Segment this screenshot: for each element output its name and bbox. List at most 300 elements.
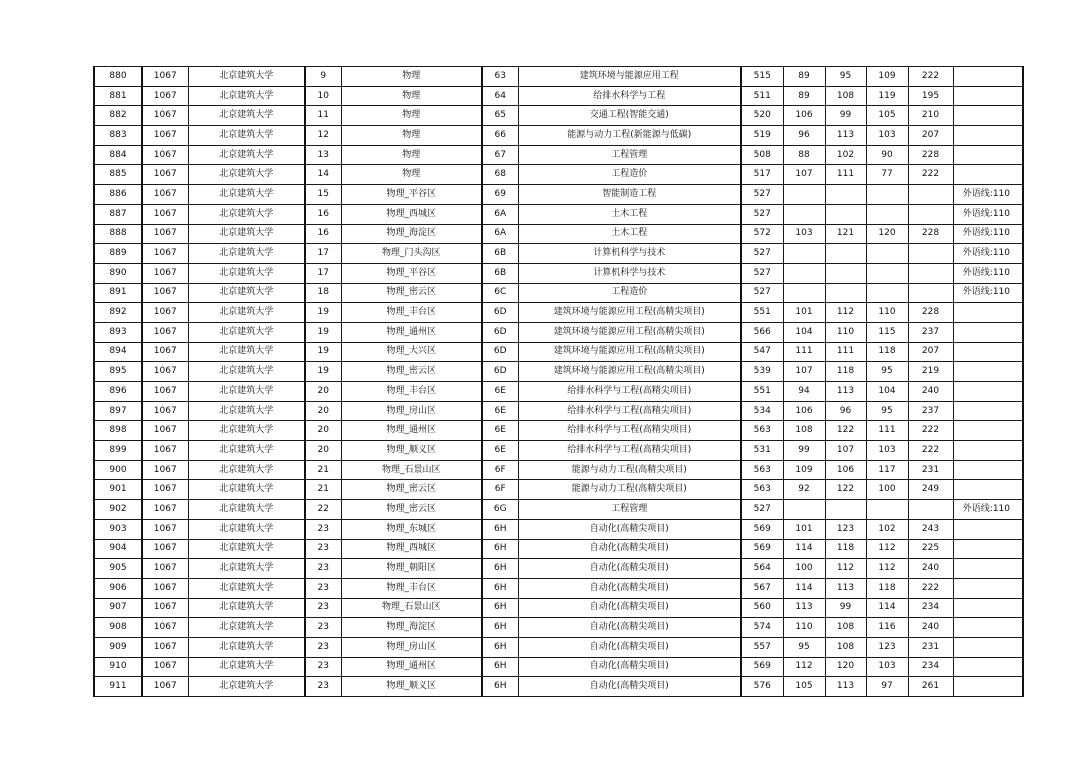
row-number-cell: 899 [94,441,142,461]
foreign-language-score-cell [866,263,908,283]
major-code-cell: 6D [482,303,518,323]
school-name-cell: 北京建筑大学 [188,677,305,697]
math-score-cell: 108 [825,618,866,638]
row-number-cell: 883 [94,126,142,146]
table-row [94,224,1023,244]
major-code-cell: 64 [482,86,518,106]
total-score-cell: 531 [741,441,783,461]
school-code-cell: 1067 [142,401,188,421]
math-score-cell: 107 [825,441,866,461]
total-score-cell: 551 [741,382,783,402]
group-number-cell: 23 [305,559,341,579]
school-code-cell: 1067 [142,657,188,677]
major-name-cell: 自动化(高精尖项目) [518,598,741,618]
foreign-language-score-cell: 120 [866,224,908,244]
group-number-cell: 20 [305,441,341,461]
major-name-cell: 自动化(高精尖项目) [518,578,741,598]
math-score-cell: 112 [825,559,866,579]
foreign-language-score-cell: 103 [866,126,908,146]
major-code-cell: 6A [482,204,518,224]
table-row [94,657,1023,677]
group-number-cell: 19 [305,362,341,382]
school-code-cell: 1067 [142,421,188,441]
table-row [94,67,1023,87]
math-score-cell: 95 [825,67,866,87]
school-code-cell: 1067 [142,263,188,283]
school-name-cell: 北京建筑大学 [188,185,305,205]
remark-cell [953,598,1023,618]
chinese-score-cell: 88 [783,145,825,165]
school-name-cell: 北京建筑大学 [188,460,305,480]
group-number-cell: 17 [305,244,341,264]
group-number-cell: 23 [305,539,341,559]
foreign-language-score-cell: 103 [866,441,908,461]
combined-subjects-score-cell: 222 [908,441,953,461]
total-score-cell: 576 [741,677,783,697]
school-code-cell: 1067 [142,480,188,500]
major-code-cell: 69 [482,185,518,205]
major-name-cell: 工程管理 [518,500,741,520]
combined-subjects-score-cell: 222 [908,421,953,441]
major-name-cell: 交通工程(智能交通) [518,106,741,126]
chinese-score-cell: 114 [783,539,825,559]
chinese-score-cell: 94 [783,382,825,402]
math-score-cell: 123 [825,519,866,539]
total-score-cell: 567 [741,578,783,598]
foreign-language-score-cell: 112 [866,559,908,579]
group-number-cell: 23 [305,618,341,638]
subject-requirement-cell: 物理_海淀区 [341,224,482,244]
foreign-language-score-cell: 114 [866,598,908,618]
table-row [94,283,1023,303]
chinese-score-cell: 109 [783,460,825,480]
foreign-language-score-cell [866,204,908,224]
subject-requirement-cell: 物理_石景山区 [341,598,482,618]
remark-cell [953,441,1023,461]
major-name-cell: 工程造价 [518,165,741,185]
chinese-score-cell: 114 [783,578,825,598]
major-code-cell: 6A [482,224,518,244]
subject-requirement-cell: 物理_东城区 [341,519,482,539]
row-number-cell: 892 [94,303,142,323]
major-name-cell: 土木工程 [518,224,741,244]
math-score-cell: 108 [825,86,866,106]
table-row [94,559,1023,579]
school-code-cell: 1067 [142,322,188,342]
school-name-cell: 北京建筑大学 [188,342,305,362]
total-score-cell: 566 [741,322,783,342]
combined-subjects-score-cell: 225 [908,539,953,559]
math-score-cell: 118 [825,362,866,382]
row-number-cell: 903 [94,519,142,539]
chinese-score-cell: 95 [783,637,825,657]
total-score-cell: 557 [741,637,783,657]
major-code-cell: 6H [482,539,518,559]
school-name-cell: 北京建筑大学 [188,145,305,165]
row-number-cell: 893 [94,322,142,342]
combined-subjects-score-cell: 231 [908,637,953,657]
row-number-cell: 891 [94,283,142,303]
chinese-score-cell: 105 [783,677,825,697]
group-number-cell: 19 [305,303,341,323]
school-code-cell: 1067 [142,86,188,106]
school-name-cell: 北京建筑大学 [188,539,305,559]
remark-cell [953,421,1023,441]
major-code-cell: 6H [482,677,518,697]
math-score-cell: 110 [825,322,866,342]
chinese-score-cell [783,283,825,303]
admission-scores-table [93,66,1024,697]
row-number-cell: 888 [94,224,142,244]
table-row [94,165,1023,185]
major-code-cell: 6H [482,618,518,638]
subject-requirement-cell: 物理 [341,106,482,126]
subject-requirement-cell: 物理_通州区 [341,421,482,441]
major-code-cell: 6E [482,421,518,441]
school-name-cell: 北京建筑大学 [188,421,305,441]
remark-cell [953,126,1023,146]
major-code-cell: 6H [482,657,518,677]
table-row [94,244,1023,264]
table-row [94,500,1023,520]
table-row [94,618,1023,638]
table-row [94,539,1023,559]
table-row [94,382,1023,402]
math-score-cell: 99 [825,106,866,126]
major-name-cell: 自动化(高精尖项目) [518,677,741,697]
subject-requirement-cell: 物理_平谷区 [341,263,482,283]
foreign-language-score-cell: 105 [866,106,908,126]
school-code-cell: 1067 [142,441,188,461]
major-name-cell: 自动化(高精尖项目) [518,618,741,638]
combined-subjects-score-cell: 237 [908,401,953,421]
major-code-cell: 6D [482,342,518,362]
school-name-cell: 北京建筑大学 [188,519,305,539]
total-score-cell: 520 [741,106,783,126]
school-name-cell: 北京建筑大学 [188,362,305,382]
row-number-cell: 885 [94,165,142,185]
group-number-cell: 13 [305,145,341,165]
total-score-cell: 563 [741,460,783,480]
major-code-cell: 63 [482,67,518,87]
foreign-language-score-cell: 102 [866,519,908,539]
combined-subjects-score-cell [908,185,953,205]
math-score-cell: 122 [825,480,866,500]
row-number-cell: 911 [94,677,142,697]
major-code-cell: 65 [482,106,518,126]
school-code-cell: 1067 [142,67,188,87]
subject-requirement-cell: 物理 [341,67,482,87]
combined-subjects-score-cell: 207 [908,126,953,146]
foreign-language-score-cell: 77 [866,165,908,185]
total-score-cell: 527 [741,263,783,283]
combined-subjects-score-cell: 234 [908,598,953,618]
combined-subjects-score-cell: 222 [908,578,953,598]
foreign-language-score-cell: 100 [866,480,908,500]
foreign-language-score-cell: 111 [866,421,908,441]
group-number-cell: 23 [305,598,341,618]
school-name-cell: 北京建筑大学 [188,86,305,106]
combined-subjects-score-cell: 228 [908,224,953,244]
remark-cell [953,539,1023,559]
major-code-cell: 6H [482,559,518,579]
school-code-cell: 1067 [142,106,188,126]
foreign-language-score-cell: 118 [866,578,908,598]
chinese-score-cell: 111 [783,342,825,362]
total-score-cell: 563 [741,421,783,441]
combined-subjects-score-cell: 222 [908,67,953,87]
chinese-score-cell: 113 [783,598,825,618]
combined-subjects-score-cell: 231 [908,460,953,480]
total-score-cell: 539 [741,362,783,382]
school-name-cell: 北京建筑大学 [188,441,305,461]
math-score-cell: 108 [825,637,866,657]
foreign-language-score-cell: 95 [866,401,908,421]
math-score-cell [825,263,866,283]
major-code-cell: 6H [482,578,518,598]
group-number-cell: 19 [305,322,341,342]
subject-requirement-cell: 物理_西城区 [341,204,482,224]
remark-cell [953,657,1023,677]
subject-requirement-cell: 物理_大兴区 [341,342,482,362]
group-number-cell: 23 [305,519,341,539]
math-score-cell: 120 [825,657,866,677]
remark-cell [953,86,1023,106]
combined-subjects-score-cell: 222 [908,165,953,185]
combined-subjects-score-cell: 219 [908,362,953,382]
math-score-cell: 113 [825,382,866,402]
total-score-cell: 569 [741,657,783,677]
major-code-cell: 6F [482,460,518,480]
row-number-cell: 902 [94,500,142,520]
foreign-language-score-cell [866,185,908,205]
school-code-cell: 1067 [142,362,188,382]
remark-cell: 外语线:110 [953,204,1023,224]
chinese-score-cell: 104 [783,322,825,342]
group-number-cell: 20 [305,421,341,441]
subject-requirement-cell: 物理_丰台区 [341,303,482,323]
major-name-cell: 自动化(高精尖项目) [518,637,741,657]
total-score-cell: 517 [741,165,783,185]
subject-requirement-cell: 物理_顺义区 [341,677,482,697]
remark-cell [953,618,1023,638]
major-name-cell: 能源与动力工程(高精尖项目) [518,460,741,480]
total-score-cell: 547 [741,342,783,362]
remark-cell: 外语线:110 [953,283,1023,303]
math-score-cell: 99 [825,598,866,618]
chinese-score-cell: 107 [783,362,825,382]
total-score-cell: 560 [741,598,783,618]
combined-subjects-score-cell: 240 [908,618,953,638]
school-code-cell: 1067 [142,578,188,598]
chinese-score-cell [783,204,825,224]
table-row [94,441,1023,461]
subject-requirement-cell: 物理_通州区 [341,657,482,677]
remark-cell: 外语线:110 [953,263,1023,283]
major-name-cell: 自动化(高精尖项目) [518,657,741,677]
total-score-cell: 527 [741,244,783,264]
table-row [94,677,1023,697]
remark-cell [953,165,1023,185]
major-code-cell: 66 [482,126,518,146]
foreign-language-score-cell: 115 [866,322,908,342]
remark-cell [953,322,1023,342]
table-row [94,480,1023,500]
school-name-cell: 北京建筑大学 [188,106,305,126]
remark-cell [953,578,1023,598]
school-code-cell: 1067 [142,677,188,697]
chinese-score-cell [783,185,825,205]
group-number-cell: 21 [305,480,341,500]
combined-subjects-score-cell: 228 [908,145,953,165]
math-score-cell: 106 [825,460,866,480]
remark-cell: 外语线:110 [953,185,1023,205]
total-score-cell: 572 [741,224,783,244]
table-body [94,67,1023,697]
major-code-cell: 6H [482,519,518,539]
total-score-cell: 527 [741,185,783,205]
school-code-cell: 1067 [142,303,188,323]
math-score-cell [825,204,866,224]
group-number-cell: 19 [305,342,341,362]
table-row [94,145,1023,165]
subject-requirement-cell: 物理_密云区 [341,480,482,500]
major-name-cell: 给排水科学与工程(高精尖项目) [518,401,741,421]
foreign-language-score-cell: 104 [866,382,908,402]
foreign-language-score-cell: 95 [866,362,908,382]
subject-requirement-cell: 物理 [341,126,482,146]
major-name-cell: 建筑环境与能源应用工程(高精尖项目) [518,322,741,342]
math-score-cell: 121 [825,224,866,244]
major-code-cell: 68 [482,165,518,185]
group-number-cell: 22 [305,500,341,520]
total-score-cell: 527 [741,500,783,520]
row-number-cell: 894 [94,342,142,362]
total-score-cell: 511 [741,86,783,106]
table-row [94,342,1023,362]
combined-subjects-score-cell: 234 [908,657,953,677]
remark-cell: 外语线:110 [953,500,1023,520]
combined-subjects-score-cell: 240 [908,559,953,579]
table-row [94,421,1023,441]
remark-cell [953,401,1023,421]
row-number-cell: 882 [94,106,142,126]
chinese-score-cell: 112 [783,657,825,677]
table-row [94,106,1023,126]
chinese-score-cell: 101 [783,519,825,539]
row-number-cell: 884 [94,145,142,165]
total-score-cell: 563 [741,480,783,500]
combined-subjects-score-cell: 237 [908,322,953,342]
school-name-cell: 北京建筑大学 [188,637,305,657]
subject-requirement-cell: 物理_门头沟区 [341,244,482,264]
remark-cell [953,637,1023,657]
table-row [94,519,1023,539]
row-number-cell: 889 [94,244,142,264]
combined-subjects-score-cell [908,283,953,303]
group-number-cell: 10 [305,86,341,106]
major-code-cell: 6E [482,441,518,461]
subject-requirement-cell: 物理_密云区 [341,362,482,382]
admission-scores-sheet [93,66,1022,697]
remark-cell [953,519,1023,539]
row-number-cell: 895 [94,362,142,382]
remark-cell [953,677,1023,697]
major-name-cell: 工程管理 [518,145,741,165]
row-number-cell: 880 [94,67,142,87]
remark-cell [953,106,1023,126]
major-code-cell: 6E [482,382,518,402]
subject-requirement-cell: 物理_房山区 [341,637,482,657]
major-name-cell: 自动化(高精尖项目) [518,539,741,559]
foreign-language-score-cell: 118 [866,342,908,362]
combined-subjects-score-cell: 243 [908,519,953,539]
school-name-cell: 北京建筑大学 [188,618,305,638]
subject-requirement-cell: 物理_密云区 [341,500,482,520]
total-score-cell: 527 [741,283,783,303]
row-number-cell: 890 [94,263,142,283]
remark-cell: 外语线:110 [953,244,1023,264]
group-number-cell: 9 [305,67,341,87]
chinese-score-cell: 89 [783,67,825,87]
chinese-score-cell [783,263,825,283]
major-code-cell: 6H [482,598,518,618]
subject-requirement-cell: 物理_朝阳区 [341,559,482,579]
math-score-cell: 118 [825,539,866,559]
school-code-cell: 1067 [142,126,188,146]
combined-subjects-score-cell: 195 [908,86,953,106]
major-name-cell: 能源与动力工程(新能源与低碳) [518,126,741,146]
chinese-score-cell: 106 [783,106,825,126]
school-code-cell: 1067 [142,559,188,579]
major-name-cell: 给排水科学与工程(高精尖项目) [518,421,741,441]
total-score-cell: 515 [741,67,783,87]
row-number-cell: 909 [94,637,142,657]
combined-subjects-score-cell: 207 [908,342,953,362]
remark-cell [953,303,1023,323]
total-score-cell: 527 [741,204,783,224]
group-number-cell: 23 [305,637,341,657]
school-code-cell: 1067 [142,598,188,618]
school-code-cell: 1067 [142,145,188,165]
remark-cell [953,362,1023,382]
row-number-cell: 897 [94,401,142,421]
math-score-cell: 102 [825,145,866,165]
math-score-cell: 113 [825,578,866,598]
table-row [94,204,1023,224]
major-code-cell: 67 [482,145,518,165]
combined-subjects-score-cell: 210 [908,106,953,126]
math-score-cell [825,283,866,303]
math-score-cell [825,500,866,520]
row-number-cell: 887 [94,204,142,224]
table-row [94,598,1023,618]
math-score-cell: 113 [825,126,866,146]
school-name-cell: 北京建筑大学 [188,224,305,244]
school-name-cell: 北京建筑大学 [188,382,305,402]
major-name-cell: 建筑环境与能源应用工程 [518,67,741,87]
total-score-cell: 569 [741,519,783,539]
combined-subjects-score-cell [908,263,953,283]
major-name-cell: 自动化(高精尖项目) [518,519,741,539]
foreign-language-score-cell: 112 [866,539,908,559]
chinese-score-cell: 89 [783,86,825,106]
major-code-cell: 6B [482,263,518,283]
school-code-cell: 1067 [142,382,188,402]
foreign-language-score-cell: 117 [866,460,908,480]
combined-subjects-score-cell [908,204,953,224]
school-name-cell: 北京建筑大学 [188,657,305,677]
